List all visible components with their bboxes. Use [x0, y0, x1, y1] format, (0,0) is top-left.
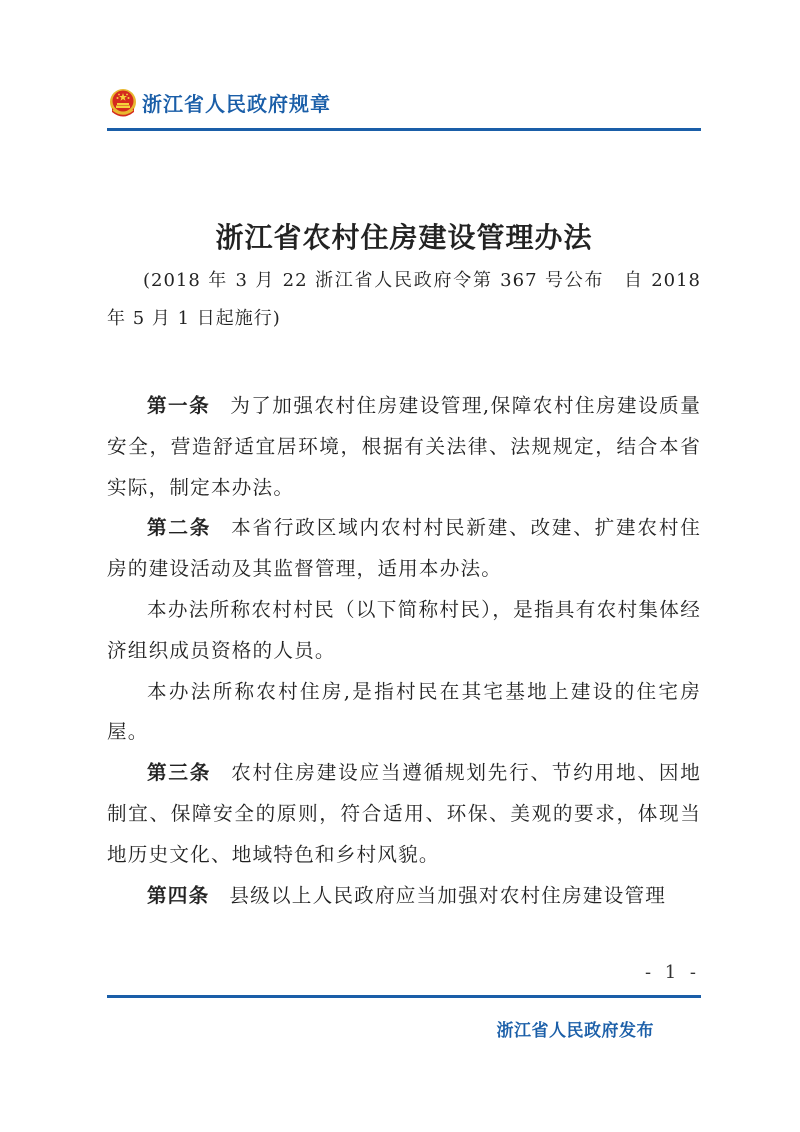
article-1-paragraph — [107, 386, 701, 508]
document-header — [108, 86, 331, 122]
article-number: 第四条 — [147, 883, 210, 907]
article-number: 第三条 — [147, 761, 212, 785]
paragraph-text: 本省行政区域内农村村民新建、改建、扩建农村住房的建设活动及其监督管理，适用本办法。 — [107, 516, 701, 581]
document-body — [107, 386, 701, 916]
article-number: 第一条 — [147, 394, 211, 417]
article-3-paragraph — [107, 753, 701, 875]
article-2-paragraph — [107, 508, 701, 590]
article-number: 第二条 — [147, 516, 212, 540]
document-title: 浙江省农村住房建设管理办法 — [215, 221, 593, 254]
header-divider — [107, 128, 701, 131]
national-emblem-icon — [108, 88, 138, 120]
paragraph-text: 为了加强农村住房建设管理,保障农村住房建设质量安全，营造舒适宜居环境，根据有关法律、法规规定，结合本省实际，制定本办法。 — [107, 394, 701, 499]
paragraph-text: 农村住房建设应当遵循规划先行、节约用地、因地制宜、保障安全的原则，符合适用、环保、美观的要求，体现当地历史文化、地域特色和乡村风貌。 — [107, 761, 701, 866]
paragraph-text: 本办法所称农村村民（以下简称村民），是指具有农村集体经济组织成员资格的人员。 — [107, 597, 701, 662]
article-2-clause-2 — [107, 590, 701, 672]
footer-divider — [107, 995, 701, 998]
article-2-clause-3 — [107, 672, 701, 754]
document-subtitle: (2018 年 3 月 22 浙江省人民政府令第 367 号公布 自 2018 年 5 月 1 日起施行) — [107, 270, 701, 329]
header-title: 浙江省人民政府规章 — [142, 92, 331, 116]
paragraph-text: 本办法所称农村住房,是指村民在其宅基地上建设的住宅房屋。 — [107, 679, 701, 744]
article-4-paragraph — [107, 876, 701, 917]
footer-publisher: 浙江省人民政府发布 — [496, 1021, 654, 1041]
paragraph-text: 县级以上人民政府应当加强对农村住房建设管理 — [229, 883, 667, 907]
page-number: - 1 - — [644, 962, 700, 983]
